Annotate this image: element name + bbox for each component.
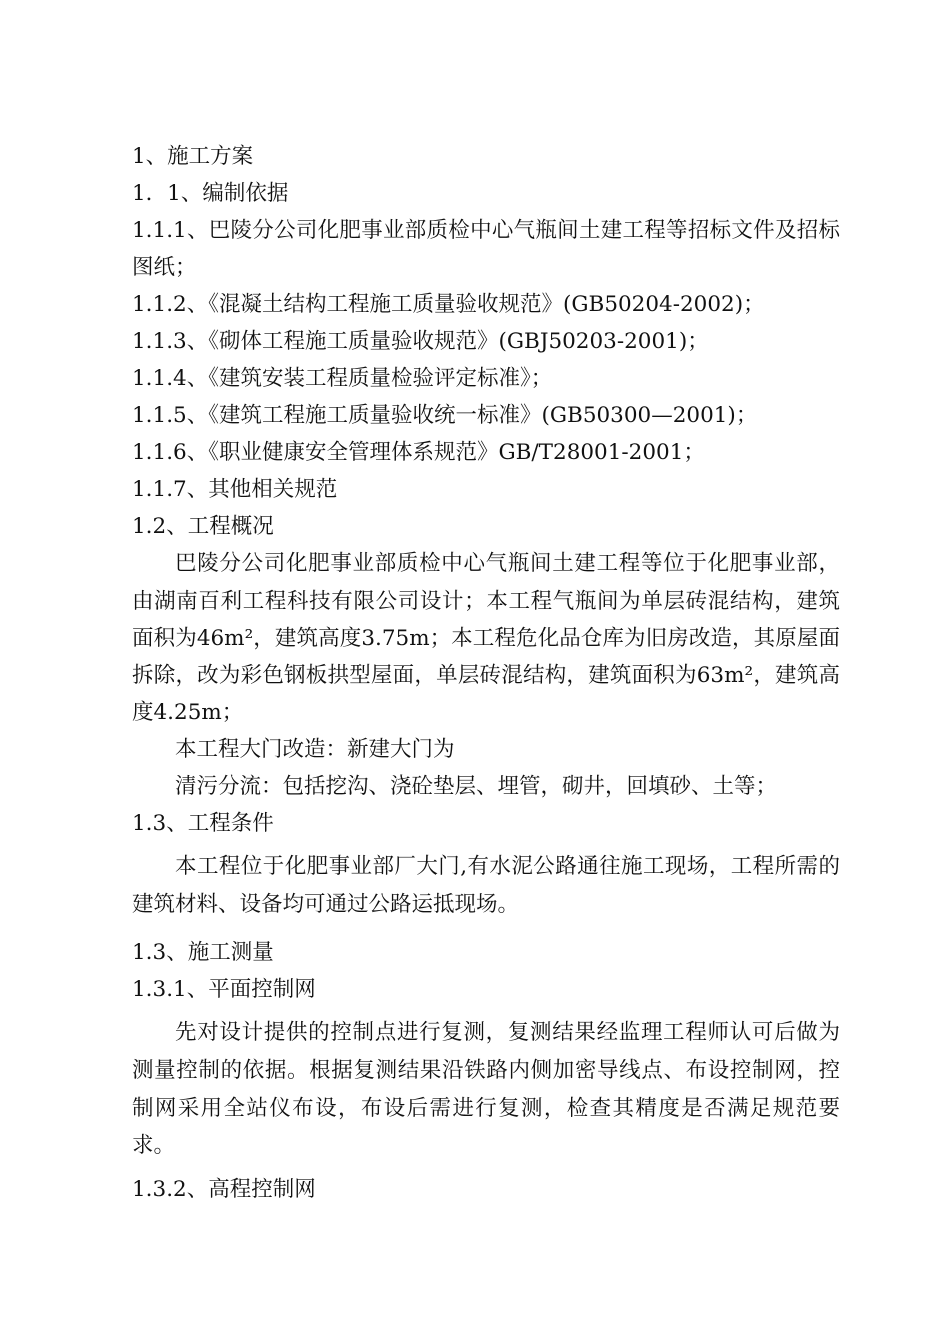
basis-item-5: 1.1.5、《建筑工程施工质量验收统一标准》(GB50300—2001)； [132,403,758,429]
sewage-paragraph: 清污分流：包括挖沟、浇砼垫层、埋管，砌井，回填砂、土等； [175,774,778,800]
conditions-paragraph: 本工程位于化肥事业部厂大门,有水泥公路通往施工现场，工程所需的建筑材料、设备均可通过公路运抵现场。 [132,854,840,918]
heading-basis: 1．1、编制依据 [132,181,289,206]
basis-item-3: 1.1.3、《砌体工程施工质量验收规范》(GBJ50203-2001)； [132,329,709,355]
basis-item-4: 1.1.4、《建筑安装工程质量检验评定标准》； [132,366,553,392]
basis-item-6: 1.1.6、《职业健康安全管理体系规范》GB/T28001-2001； [132,440,705,466]
basis-item-2: 1.1.2、《混凝土结构工程施工质量验收规范》(GB50204-2002)； [132,292,765,318]
gate-paragraph: 本工程大门改造：新建大门为 [175,737,455,763]
heading-construction-plan: 1、施工方案 [132,144,254,169]
heading-plane-control: 1.3.1、平面控制网 [132,977,316,1003]
heading-survey: 1.3、施工测量 [132,940,274,966]
heading-overview: 1.2、工程概况 [132,514,274,540]
heading-conditions: 1.3、工程条件 [132,811,274,837]
plane-control-paragraph: 先对设计提供的控制点进行复测，复测结果经监理工程师认可后做为测量控制的依据。根据复测结果沿铁路内侧加密导线点、布设控制网，控制网采用全站仪布设，布设后需进行复测，检查其精度是否满足规范要求。 [132,1020,840,1159]
overview-paragraph: 巴陵分公司化肥事业部质检中心气瓶间土建工程等位于化肥事业部，由湖南百利工程科技有限公司设计；本工程气瓶间为单层砖混结构，建筑面积为46m²，建筑高度3.75m；本工程危化品仓库为旧房改造，其原屋面拆除，改为彩色钢板拱型屋面，单层砖混结构，建筑面积为63m²，建筑高度4.25m； [132,551,840,726]
heading-elevation-control: 1.3.2、高程控制网 [132,1177,316,1203]
basis-item-7: 1.1.7、其他相关规范 [132,477,338,503]
basis-item-1: 1.1.1、巴陵分公司化肥事业部质检中心气瓶间土建工程等招标文件及招标图纸； [132,218,840,281]
